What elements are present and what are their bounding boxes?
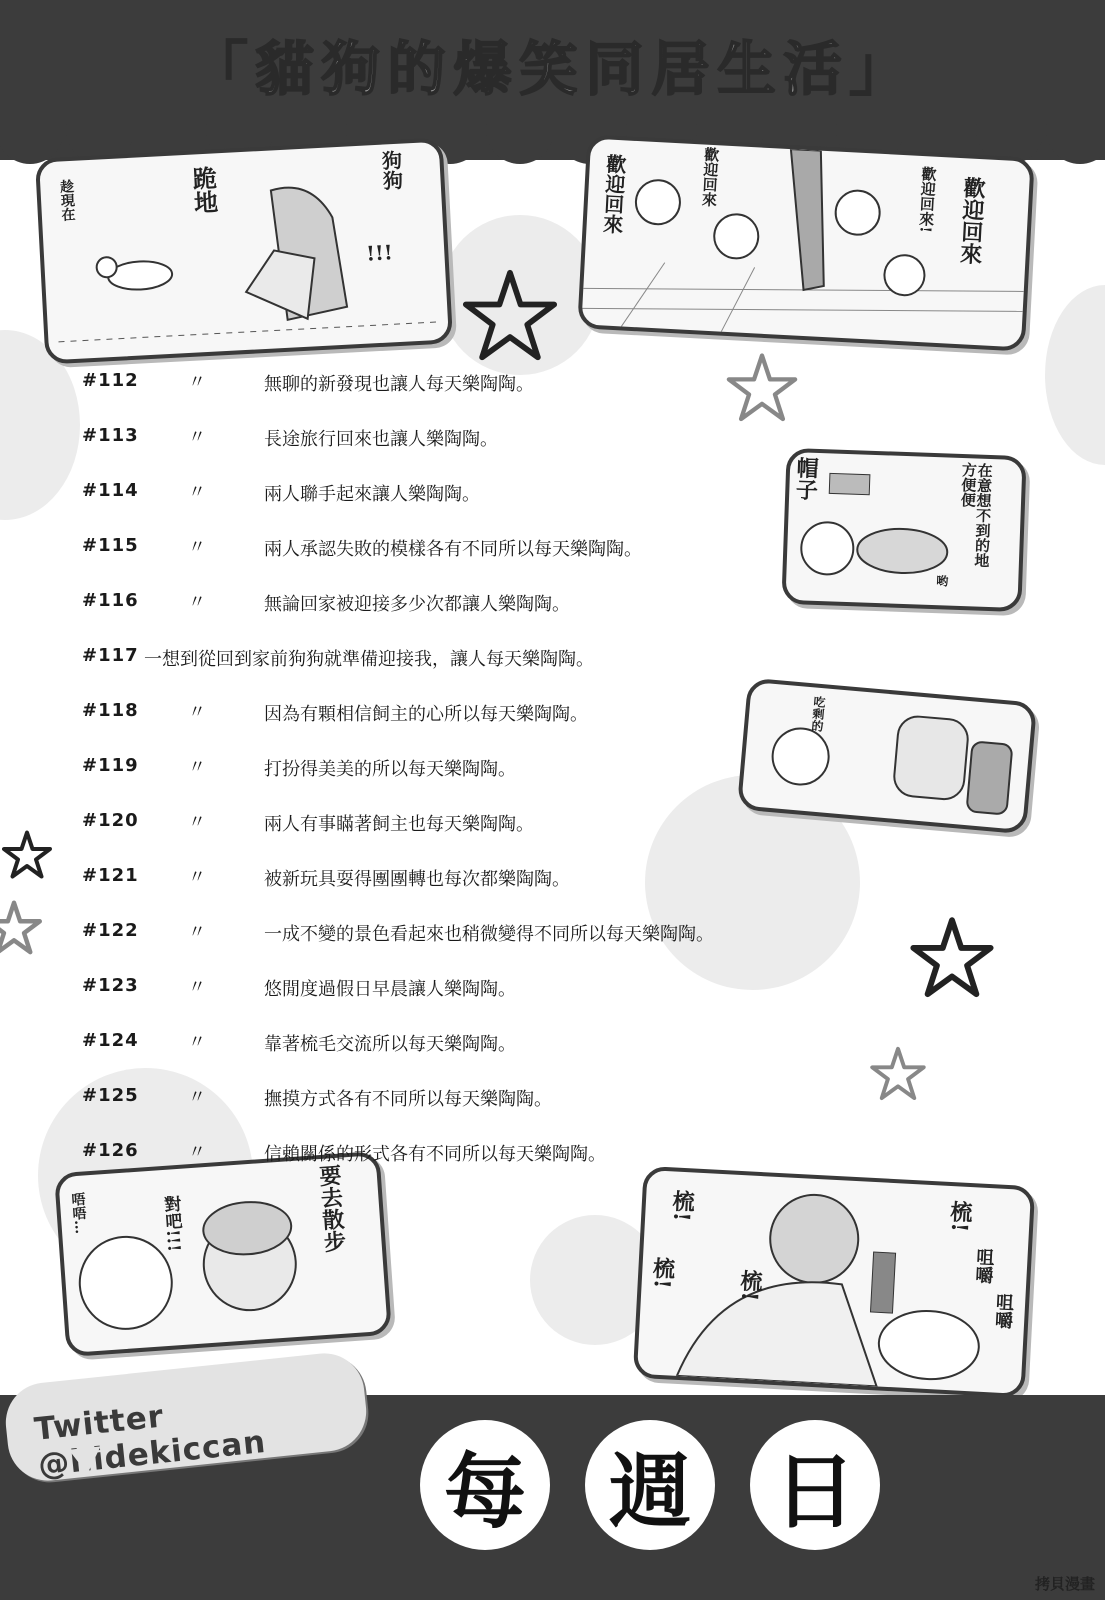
- bg-circle: [1045, 285, 1105, 465]
- episode-title: 一成不變的景色看起來也稍微變得不同所以每天樂陶陶。: [264, 924, 714, 945]
- sfx-text: 咀嚼: [972, 1247, 995, 1285]
- ditto-mark: 〃: [188, 757, 206, 778]
- day-char-circle: 日: [750, 1420, 880, 1550]
- sfx-text: 梳!: [945, 1199, 974, 1233]
- speech-tail: [69, 1446, 104, 1475]
- sfx-text: 趁現在: [57, 178, 76, 222]
- list-item: [82, 425, 772, 480]
- episode-number: #123: [82, 975, 139, 996]
- day-char-circle: 每: [420, 1420, 550, 1550]
- sfx-text: 帽子: [792, 456, 820, 501]
- list-item: [82, 755, 772, 810]
- ditto-mark: 〃: [188, 427, 206, 448]
- sfx-text: 梳!: [648, 1256, 677, 1290]
- episode-number: #119: [82, 755, 139, 776]
- sfx-text: 唔唔…: [69, 1191, 88, 1235]
- sfx-text: 跪地: [187, 165, 220, 215]
- list-item: [82, 590, 772, 645]
- sfx-text: 吃剩的: [809, 695, 827, 733]
- sfx-text: 在意想不到的地方便便: [958, 461, 994, 569]
- star-icon: [870, 1046, 926, 1102]
- star-icon: [910, 916, 994, 1000]
- episode-title: 兩人聯手起來讓人樂陶陶。: [264, 484, 480, 505]
- sfx-text: 要去散步: [315, 1163, 348, 1254]
- list-item: [82, 920, 772, 975]
- episode-list: [82, 370, 772, 1195]
- sfx-text: 歡迎回來: [956, 176, 987, 266]
- comic-panel-4: [737, 678, 1037, 835]
- ditto-mark: 〃: [188, 372, 206, 393]
- episode-number: #118: [82, 700, 139, 721]
- page-title: 「貓狗的爆笑同居生活」: [189, 35, 916, 103]
- sfx-text: 梳!: [668, 1189, 696, 1223]
- episode-number: #113: [82, 425, 139, 446]
- list-item: [82, 480, 772, 535]
- ditto-mark: 〃: [188, 1087, 206, 1108]
- episode-number: #122: [82, 920, 139, 941]
- list-item: [82, 810, 772, 865]
- ditto-mark: 〃: [188, 1032, 206, 1053]
- sfx-text: 梳!: [735, 1268, 764, 1302]
- list-item: [82, 370, 772, 425]
- comic-panel-2: [577, 134, 1035, 351]
- ditto-mark: 〃: [188, 812, 206, 833]
- star-icon: [462, 268, 558, 364]
- comic-panel-3: [781, 448, 1026, 612]
- day-char-circle: 週: [585, 1420, 715, 1550]
- episode-title: 靠著梳毛交流所以每天樂陶陶。: [264, 1034, 516, 1055]
- episode-title: 無論回家被迎接多少次都讓人樂陶陶。: [264, 594, 570, 615]
- sfx-text: 咀嚼: [991, 1292, 1015, 1330]
- twitter-handle: Twitter @hidekiccan: [32, 1398, 268, 1484]
- episode-number: #124: [82, 1030, 139, 1051]
- episode-number: #116: [82, 590, 139, 611]
- episode-title: 信賴關係的形式各有不同所以每天樂陶陶。: [264, 1144, 606, 1165]
- episode-title: 長途旅行回來也讓人樂陶陶。: [264, 429, 498, 450]
- sfx-text: 對吧!!!: [159, 1194, 184, 1253]
- sfx-text: 歡迎回來!: [916, 165, 938, 234]
- ditto-mark: 〃: [188, 1142, 206, 1163]
- episode-number: #115: [82, 535, 139, 556]
- episode-title: 兩人承認失敗的模樣各有不同所以每天樂陶陶。: [264, 539, 642, 560]
- episode-title: 被新玩具耍得團團轉也每次都樂陶陶。: [264, 869, 570, 890]
- sfx-text: 歡迎回來: [599, 153, 628, 235]
- episode-number: #120: [82, 810, 139, 831]
- list-item: [82, 645, 772, 700]
- sfx-text: 哟: [935, 574, 949, 589]
- star-icon: [0, 900, 42, 956]
- episode-number: #112: [82, 370, 139, 391]
- episode-title: 無聊的新發現也讓人每天樂陶陶。: [264, 374, 534, 395]
- list-item: [82, 865, 772, 920]
- ditto-mark: 〃: [188, 482, 206, 503]
- sfx-text: !!!: [365, 240, 394, 266]
- episode-number: #125: [82, 1085, 139, 1106]
- episode-title: 悠閒度過假日早晨讓人樂陶陶。: [264, 979, 516, 1000]
- sfx-text: 狗狗: [377, 149, 405, 191]
- star-icon: [2, 830, 52, 880]
- list-item: [82, 1140, 772, 1195]
- ditto-mark: 〃: [188, 867, 206, 888]
- ditto-mark: 〃: [188, 702, 206, 723]
- episode-number: #117: [82, 645, 139, 666]
- ditto-mark: 〃: [188, 592, 206, 613]
- episode-number: #126: [82, 1140, 139, 1161]
- episode-title: 撫摸方式各有不同所以每天樂陶陶。: [264, 1089, 552, 1110]
- episode-title: 因為有顆相信飼主的心所以每天樂陶陶。: [264, 704, 588, 725]
- comic-panel-1: [35, 137, 453, 364]
- watermark: 拷貝漫畫: [1034, 1575, 1095, 1593]
- list-item: [82, 700, 772, 755]
- list-item: [82, 535, 772, 590]
- episode-number: #114: [82, 480, 139, 501]
- episode-title: 打扮得美美的所以每天樂陶陶。: [264, 759, 516, 780]
- ditto-mark: 〃: [188, 922, 206, 943]
- list-item: [82, 1085, 772, 1140]
- episode-title: 兩人有事瞞著飼主也每天樂陶陶。: [264, 814, 534, 835]
- ditto-mark: 〃: [188, 537, 206, 558]
- list-item: [82, 1030, 772, 1085]
- panel-art: [741, 682, 1033, 830]
- episode-title: 一想到從回到家前狗狗就準備迎接我，讓人每天樂陶陶。: [144, 649, 594, 670]
- list-item: [82, 975, 772, 1030]
- episode-number: #121: [82, 865, 139, 886]
- comic-panel-6: [633, 1166, 1036, 1398]
- sfx-text: 歡迎回來: [699, 146, 721, 208]
- ditto-mark: 〃: [188, 977, 206, 998]
